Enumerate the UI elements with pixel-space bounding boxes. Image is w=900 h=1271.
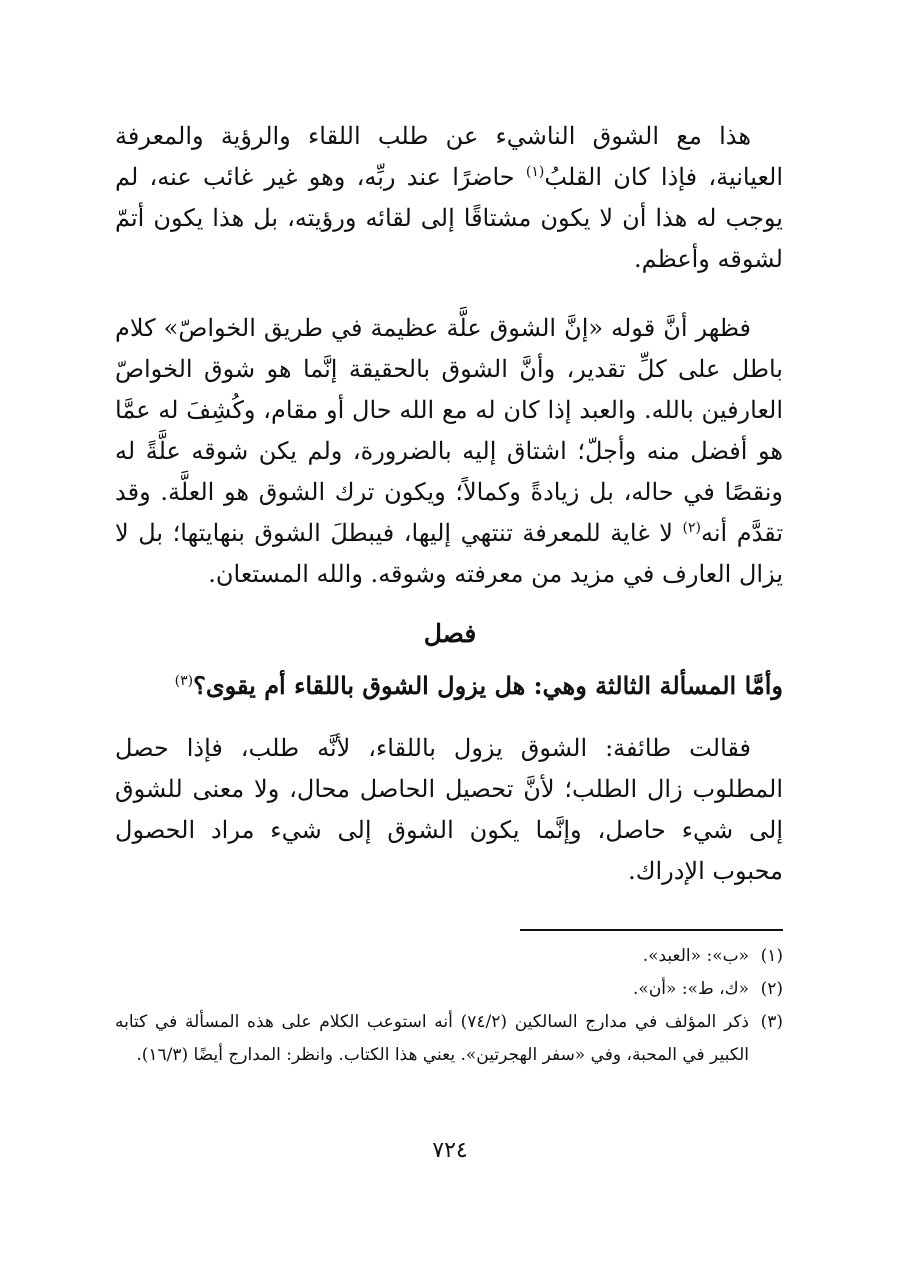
footnote-1-number: (١) (760, 946, 783, 966)
footnote-separator (520, 929, 783, 931)
footnotes (115, 940, 783, 1072)
paragraph-1-text-end: حاضرًا عند ربِّه، وهو غير غائب عنه، لم يوجب له هذا أن لا يكون مشتاقًا إلى لقائه ورؤيته، بل هذا يكون أتمّ لشوقه وأعظم. (115, 163, 783, 273)
footnote-marker-3[interactable]: (٣) (174, 673, 194, 689)
footnote-marker-1[interactable]: (١) (525, 164, 545, 180)
paragraph-3: فقالت طائفة: الشوق يزول باللقاء، لأنَّه طلب، فإذا حصل المطلوب زال الطلب؛ لأنَّ تحصيل الحاصل محال، ولا معنى للشوق إلى شيء حاصل، وإنَّما يكون الشوق إلى شيء مراد الحصول محبوب الإدراك. (115, 734, 783, 885)
question-heading (115, 666, 783, 706)
footnote-2-text: «ك، ط»: «أن». (633, 979, 749, 999)
footnote-2-number: (٢) (760, 979, 783, 999)
footnote-2 (115, 973, 783, 1006)
footnote-1-text: «ب»: «العبد». (642, 946, 749, 966)
footnote-3-number: (٣) (760, 1012, 783, 1032)
question-text: وأمَّا المسألة الثالثة وهي: هل يزول الشوق باللقاء أم يقوى؟ (193, 671, 783, 700)
page-number: ٧٢٤ (432, 1138, 468, 1163)
paragraph-2 (115, 308, 783, 595)
footnote-3 (115, 1006, 783, 1072)
paragraph-2-text-start: فظهر أنَّ قوله «إنَّ الشوق علَّة عظيمة في طريق الخواصّ» كلام باطل على كلِّ تقدير، وأنَّ الشوق بالحقيقة إنَّما هو شوق الخواصّ العارفين بالله. والعبد إذا كان له مع الله حال أو مقام، وكُشِفَ له عمَّا هو أفضل منه وأجلّ؛ اشتاق إليه بالضرورة، ولم يكن شوقه علَّةً له ونقصًا في حاله، بل زيادةً وكمالاً؛ ويكون ترك الشوق هو العلَّة. وقد تقدَّم أنه (115, 314, 783, 547)
paragraph-1 (115, 116, 783, 280)
section-heading: فصل (423, 619, 477, 648)
paragraph-1-text-start: هذا مع الشوق الناشيء عن طلب اللقاء والرؤية والمعرفة العيانية، فإذا كان القلبُ (115, 122, 783, 191)
paragraph-2-text-end: لا غاية للمعرفة تنتهي إليها، فيبطلَ الشوق بنهايتها؛ بل لا يزال العارف في مزيد من معرفته وشوقه. والله المستعان. (115, 519, 783, 588)
footnote-marker-2[interactable]: (٢) (682, 520, 701, 536)
footnote-3-text: ذكر المؤلف في مدارج السالكين (٧٤/٢) أنه استوعب الكلام على هذه المسألة في كتابه الكبير في المحبة، وفي «سفر الهجرتين». يعني هذا الكتاب. وانظر: المدارج أيضًا (١٦/٣). (115, 1012, 750, 1065)
footnote-1 (115, 940, 783, 973)
